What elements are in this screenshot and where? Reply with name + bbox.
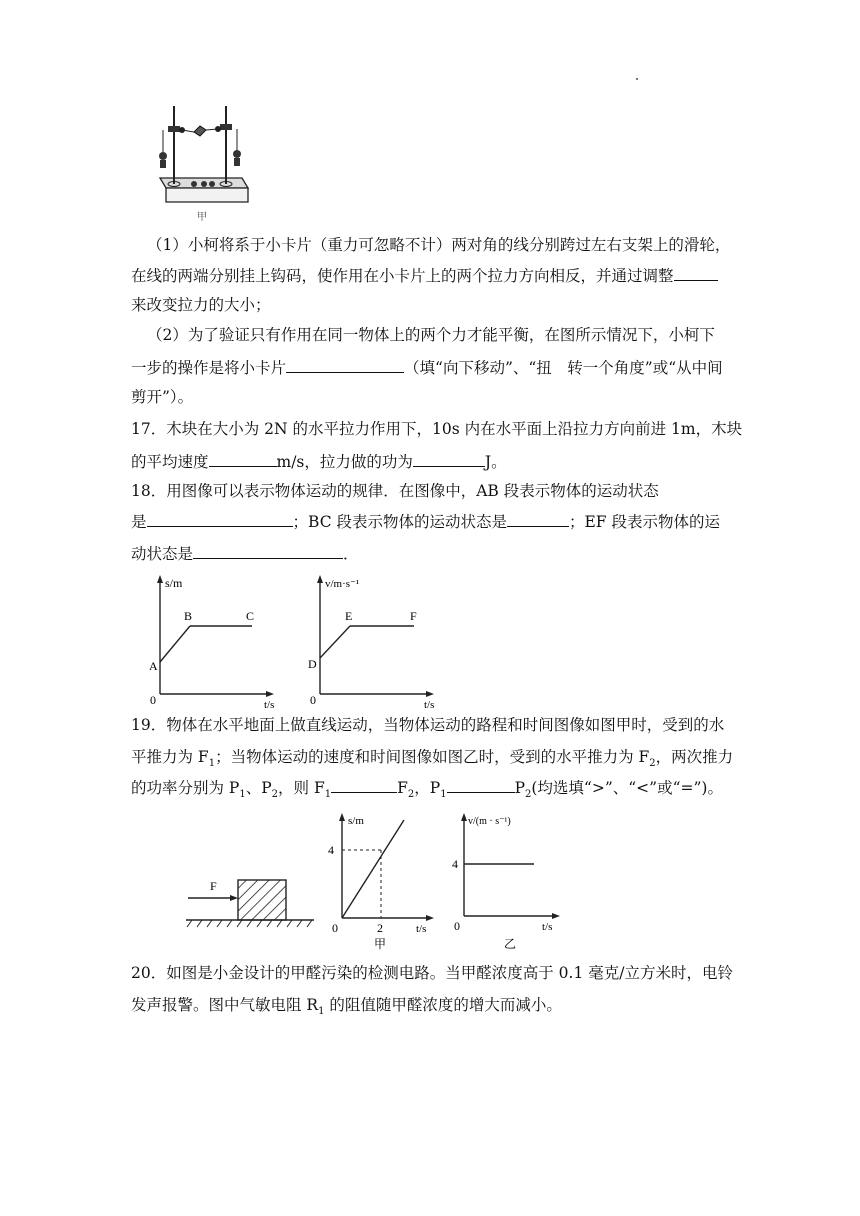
page-dot <box>636 78 638 80</box>
q19-t6: P <box>514 779 525 797</box>
q16-p2-line1: （2）为了验证只有作用在同一物体上的两个力才能平衡，在图所示情况下，小柯下 <box>147 326 715 344</box>
q17-line2-pre: 的平均速度 <box>131 453 209 471</box>
origin-label: 0 <box>332 921 338 935</box>
y-axis-label: v/m·s⁻¹ <box>325 578 360 590</box>
y-axis-label: s/m <box>348 815 364 827</box>
apparatus-figure <box>150 100 250 220</box>
q19-s6: 2 <box>525 789 532 801</box>
q17-line2-mid: m/s，拉力做的功为 <box>276 453 413 471</box>
q17-blank-work[interactable] <box>413 450 485 467</box>
q16-p1-line2 <box>131 264 718 287</box>
q20-line2 <box>131 994 562 1023</box>
q18-line1: 18．用图像可以表示物体运动的规律．在图像中，AB 段表示物体的运动状态 <box>131 482 659 500</box>
point-d-label: D <box>308 657 317 671</box>
q16-p1-line3: 来改变拉力的大小； <box>131 296 271 314</box>
q19-s2: 2 <box>271 789 279 801</box>
q16-p2-line3: 剪开”）。 <box>131 388 194 406</box>
q19-line2-a: 平推力为 F <box>131 748 209 766</box>
q18-line2-mid: ；BC 段表示物体的运动状态是 <box>292 513 507 531</box>
q17-line1: 17．木块在大小为 2N 的水平拉力作用下，10s 内在水平面上沿拉力方向前进 1m，木块 <box>131 420 743 438</box>
data-line <box>342 820 404 918</box>
x-axis-label: t/s <box>542 921 553 933</box>
block <box>238 880 286 920</box>
segment-de <box>320 626 350 658</box>
apparatus-caption: 甲 <box>197 212 207 223</box>
force-label: F <box>210 879 217 893</box>
point-c-label: C <box>246 609 255 623</box>
q19-graph-yi <box>450 810 570 950</box>
y-axis-arrow <box>461 813 467 821</box>
x-axis-label: t/s <box>424 699 435 710</box>
q17-blank-speed[interactable] <box>209 450 277 467</box>
y-tick-4: 4 <box>452 857 458 871</box>
origin-label: 0 <box>454 919 460 933</box>
q19-t2: 、P <box>245 779 272 797</box>
q17-line2 <box>131 450 507 473</box>
point-e-label: E <box>345 609 353 623</box>
q18-line3 <box>131 542 359 565</box>
q19-s3: 1 <box>324 789 332 801</box>
q20-line2-post: 的阻值随甲醛浓度的增大而减小。 <box>324 996 562 1014</box>
y-axis-label: s/m <box>165 576 183 590</box>
x-tick-2: 2 <box>377 921 383 935</box>
q18-graph-v-t <box>300 572 450 710</box>
y-axis-arrow <box>339 813 345 821</box>
q16-p2-line2-pre: 一步的操作是将小卡片 <box>131 359 287 377</box>
q18-line2 <box>131 510 720 533</box>
x-axis-label: t/s <box>264 699 275 710</box>
q18-line2-pre: 是 <box>131 513 147 531</box>
q19-line3 <box>131 776 723 806</box>
x-axis-arrow <box>426 691 434 697</box>
q19-blank-f[interactable] <box>331 776 397 793</box>
x-axis-arrow <box>266 691 274 697</box>
x-axis-arrow <box>426 915 434 921</box>
q20-line2-pre: 发声报警。图中气敏电阻 R <box>131 996 319 1014</box>
q17-line2-post: J。 <box>484 453 507 471</box>
x-axis-label: t/s <box>416 923 427 935</box>
q19-t5: ，P <box>414 779 441 797</box>
segment-ab <box>160 626 190 662</box>
q18-blank-bc[interactable] <box>507 510 569 527</box>
force-arrow-head <box>230 895 238 901</box>
q19-t4: F <box>397 779 408 797</box>
q19-block-figure <box>186 872 316 928</box>
point-f-label: F <box>410 609 417 623</box>
q18-line3-pre: 动状态是 <box>131 545 194 563</box>
caption: 甲 <box>374 937 387 950</box>
q19-sub-f1: 1 <box>208 758 216 770</box>
point-b-label: B <box>184 609 193 623</box>
q19-sub-f2: 2 <box>649 758 656 770</box>
origin-label: 0 <box>150 693 156 707</box>
q19-line2-c: ，两次推力 <box>655 748 734 766</box>
q19-t7: (均选填“>”、“<”或“=”)。 <box>531 779 723 797</box>
q19-s5: 1 <box>440 789 447 801</box>
q19-t3: ，则 F <box>278 779 325 797</box>
x-axis-arrow <box>552 913 560 919</box>
q16-p2-line2 <box>131 356 723 379</box>
q16-blank-1[interactable] <box>674 264 718 281</box>
q16-blank-2[interactable] <box>286 356 404 373</box>
y-axis-arrow <box>157 575 163 583</box>
y-tick-4: 4 <box>328 843 334 857</box>
q19-blank-p[interactable] <box>447 776 515 793</box>
q18-blank-ab[interactable] <box>147 510 293 527</box>
point-a-label: A <box>149 659 158 673</box>
q19-line1: 19．物体在水平地面上做直线运动，当物体运动的路程和时间图像如图甲时，受到的水 <box>131 716 725 734</box>
q19-s4: 2 <box>407 789 415 801</box>
q20-line1: 20．如图是小金设计的甲醛污染的检测电路。当甲醛浓度高于 0.1 毫克/立方米时，电铃 <box>131 964 733 982</box>
q19-line2-b: ；当物体运动的速度和时间图像如图乙时，受到的水平推力为 F <box>215 748 650 766</box>
q18-graph-s-t <box>140 572 290 710</box>
q18-line3-post: ． <box>343 545 359 563</box>
origin-label: 0 <box>310 693 316 707</box>
q18-line2-post: ；EF 段表示物体的运 <box>568 513 720 531</box>
caption: 乙 <box>504 937 517 950</box>
q20-sub-r1: 1 <box>318 1006 325 1018</box>
y-axis-arrow <box>317 575 323 583</box>
q16-p1-line2-text: 在线的两端分别挂上钩码，使作用在小卡片上的两个拉力方向相反，并通过调整 <box>131 267 674 285</box>
q19-s1: 1 <box>239 789 246 801</box>
q18-blank-ef[interactable] <box>193 542 343 559</box>
q16-p2-line2-post: （填“向下移动”、“扭 转一个角度”或“从中间 <box>404 359 723 377</box>
q16-p1-line1: （1）小柯将系于小卡片（重力可忽略不计）两对角的线分别跨过左右支架上的滑轮， <box>147 236 731 254</box>
q19-t1: 的功率分别为 P <box>131 779 240 797</box>
y-axis-label: v/(m · s⁻¹) <box>468 816 511 827</box>
q19-line2 <box>131 746 733 775</box>
q19-graph-jia <box>320 810 440 950</box>
